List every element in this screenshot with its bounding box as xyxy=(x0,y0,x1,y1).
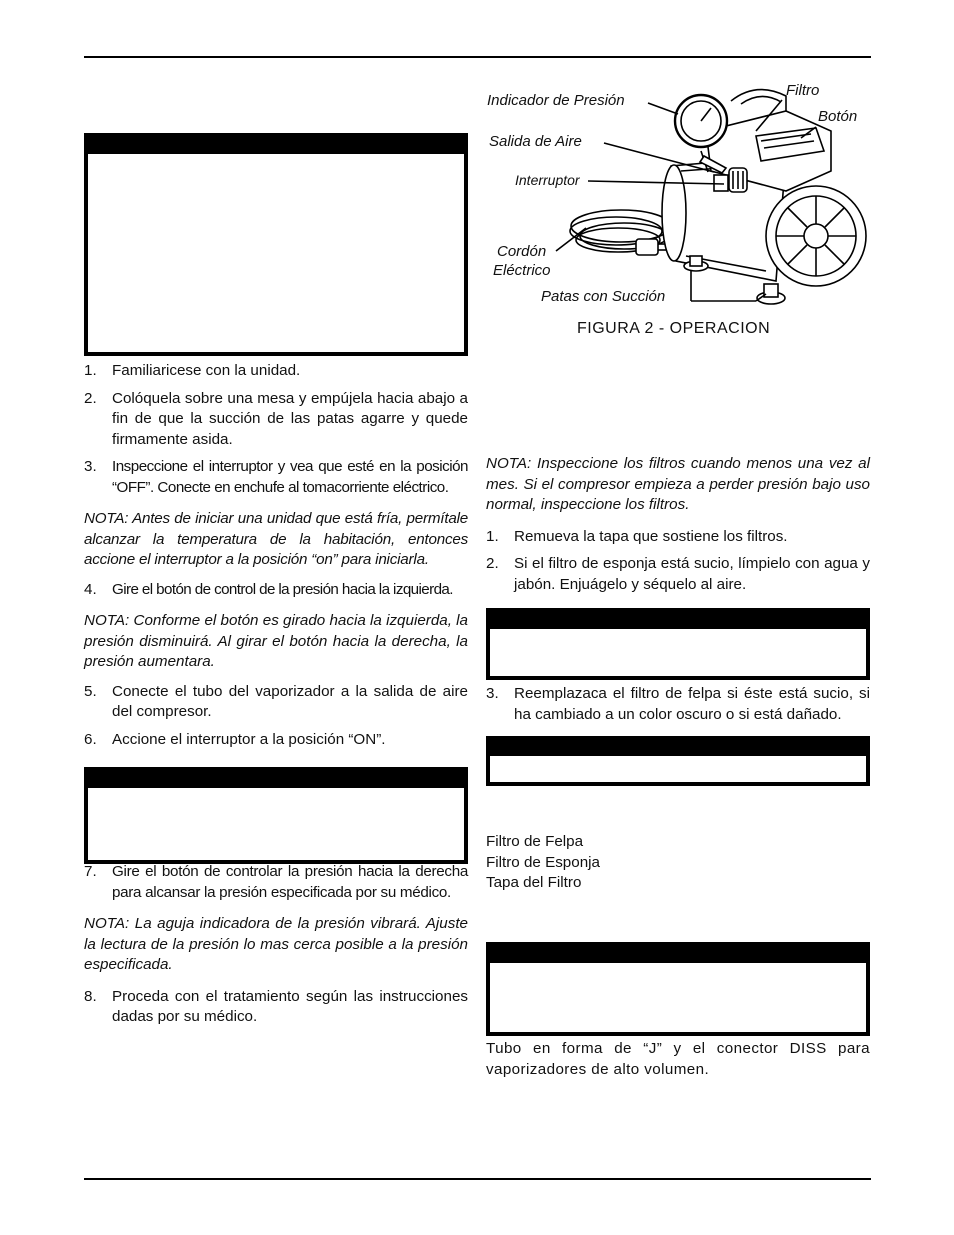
list-item xyxy=(84,580,468,601)
list-item xyxy=(84,730,468,751)
right-item-3 xyxy=(486,684,870,732)
list-item xyxy=(84,361,468,382)
list-item xyxy=(84,389,468,451)
label-knob: Botón xyxy=(818,108,858,125)
list-number: 1. xyxy=(486,527,499,545)
right-column-upper xyxy=(486,454,870,602)
list-text: Colóquela sobre una mesa y empújela hacia abajo a fin de que la succión de las patas agarre y quede firmamente asida. xyxy=(112,389,468,448)
label-pressure-gauge: Indicador de Presión xyxy=(487,92,625,109)
part-felt-filter: Filtro de Felpa xyxy=(486,833,584,850)
note-knob-direction: NOTA: Conforme el botón es girado hacia la izquierda, la presión disminuirá. Al girar el botón hacia la derecha, la presión aumentara. xyxy=(84,612,468,670)
figure-caption: FIGURA 2 - OPERACION xyxy=(577,320,771,337)
left-column-lower xyxy=(84,862,468,1035)
label-switch: Interruptor xyxy=(515,172,580,188)
list-number: 2. xyxy=(486,555,499,572)
list-number: 8. xyxy=(84,987,97,1005)
list-item xyxy=(486,684,870,725)
warning-box-right xyxy=(486,942,870,1036)
list-number: 7. xyxy=(84,863,97,880)
label-suction-feet: Patas con Succión xyxy=(541,288,666,305)
note-needle: NOTA: La aguja indicadora de la presión vibrará. Ajuste la lectura de la presión lo mas cerca posible a la presión especificada. xyxy=(84,915,468,973)
note-filters: NOTA: Inspeccione los filtros cuando menos una vez al mes. Si el compresor empieza a perder presión bajo uso normal, inspeccione los filtros. xyxy=(486,455,870,513)
footer-rule xyxy=(84,1178,871,1180)
list-text: Accione el interruptor a la posición “ON”. xyxy=(112,730,386,748)
list-number: 6. xyxy=(84,730,97,748)
caution-box-header xyxy=(490,612,866,629)
list-text: Conecte el tubo del vaporizador a la salida de aire del compresor. xyxy=(112,682,468,720)
list-text: Inspeccione el interruptor y vea que esté en la posición “OFF”. Conecte en enchufe al tomacorriente eléctrico. xyxy=(112,458,468,496)
list-item xyxy=(84,457,468,498)
list-item xyxy=(486,554,870,595)
list-text: Gire el botón de control de la presión hacia la izquierda. xyxy=(112,580,453,598)
list-text: Si el filtro de esponja está sucio, límpielo con agua y jabón. Enjuágelo y séquelo al aire. xyxy=(514,555,870,593)
warning-box-header xyxy=(88,137,464,154)
label-filter: Filtro xyxy=(786,82,820,99)
list-item xyxy=(84,682,468,723)
caution-box-header xyxy=(490,740,866,756)
warning-box-large xyxy=(84,133,468,356)
label-cord: Cordón xyxy=(497,243,547,260)
part-sponge-filter: Filtro de Esponja xyxy=(486,853,600,871)
header-rule xyxy=(84,56,871,58)
list-number: 2. xyxy=(84,389,97,407)
filter-parts-list xyxy=(486,832,870,894)
part-filter-cap: Tapa del Filtro xyxy=(486,874,582,891)
left-column-upper xyxy=(84,361,468,757)
list-item xyxy=(84,862,468,903)
list-text: Reemplazaca el filtro de felpa si éste está sucio, si ha cambiado a un color oscuro o si está dañado. xyxy=(514,685,870,723)
label-air-outlet: Salida de Aire xyxy=(489,133,582,150)
list-text: Gire el botón de controlar la presión hacia la derecha para alcansar la presión especificada por su médico. xyxy=(112,863,468,901)
list-number: 5. xyxy=(84,682,97,700)
list-number: 1. xyxy=(84,362,97,379)
warning-box-header xyxy=(490,946,866,963)
j-tube-text: Tubo en forma de “J” y el conector DISS para vaporizadores de alto volumen. xyxy=(486,1040,870,1078)
list-number: 3. xyxy=(84,458,97,475)
warning-box-header xyxy=(88,771,464,788)
list-text: Familiaricese con la unidad. xyxy=(112,362,301,379)
list-text: Remueva la tapa que sostiene los filtros. xyxy=(514,527,788,545)
list-text: Proceda con el tratamiento según las instrucciones dadas por su médico. xyxy=(112,987,468,1025)
caution-box-felt xyxy=(486,736,870,786)
label-cord-2: Eléctrico xyxy=(493,262,551,279)
note-cold-start: NOTA: Antes de iniciar una unidad que está fría, permítale alcanzar la temperatura de la habitación, entonces accione el interruptor a la posición “on” para iniciarla. xyxy=(84,510,468,568)
list-number: 3. xyxy=(486,685,499,702)
caution-box-sponge xyxy=(486,608,870,680)
warning-box-left xyxy=(84,767,468,864)
list-item xyxy=(84,987,468,1028)
list-item xyxy=(486,527,870,548)
list-number: 4. xyxy=(84,580,97,598)
